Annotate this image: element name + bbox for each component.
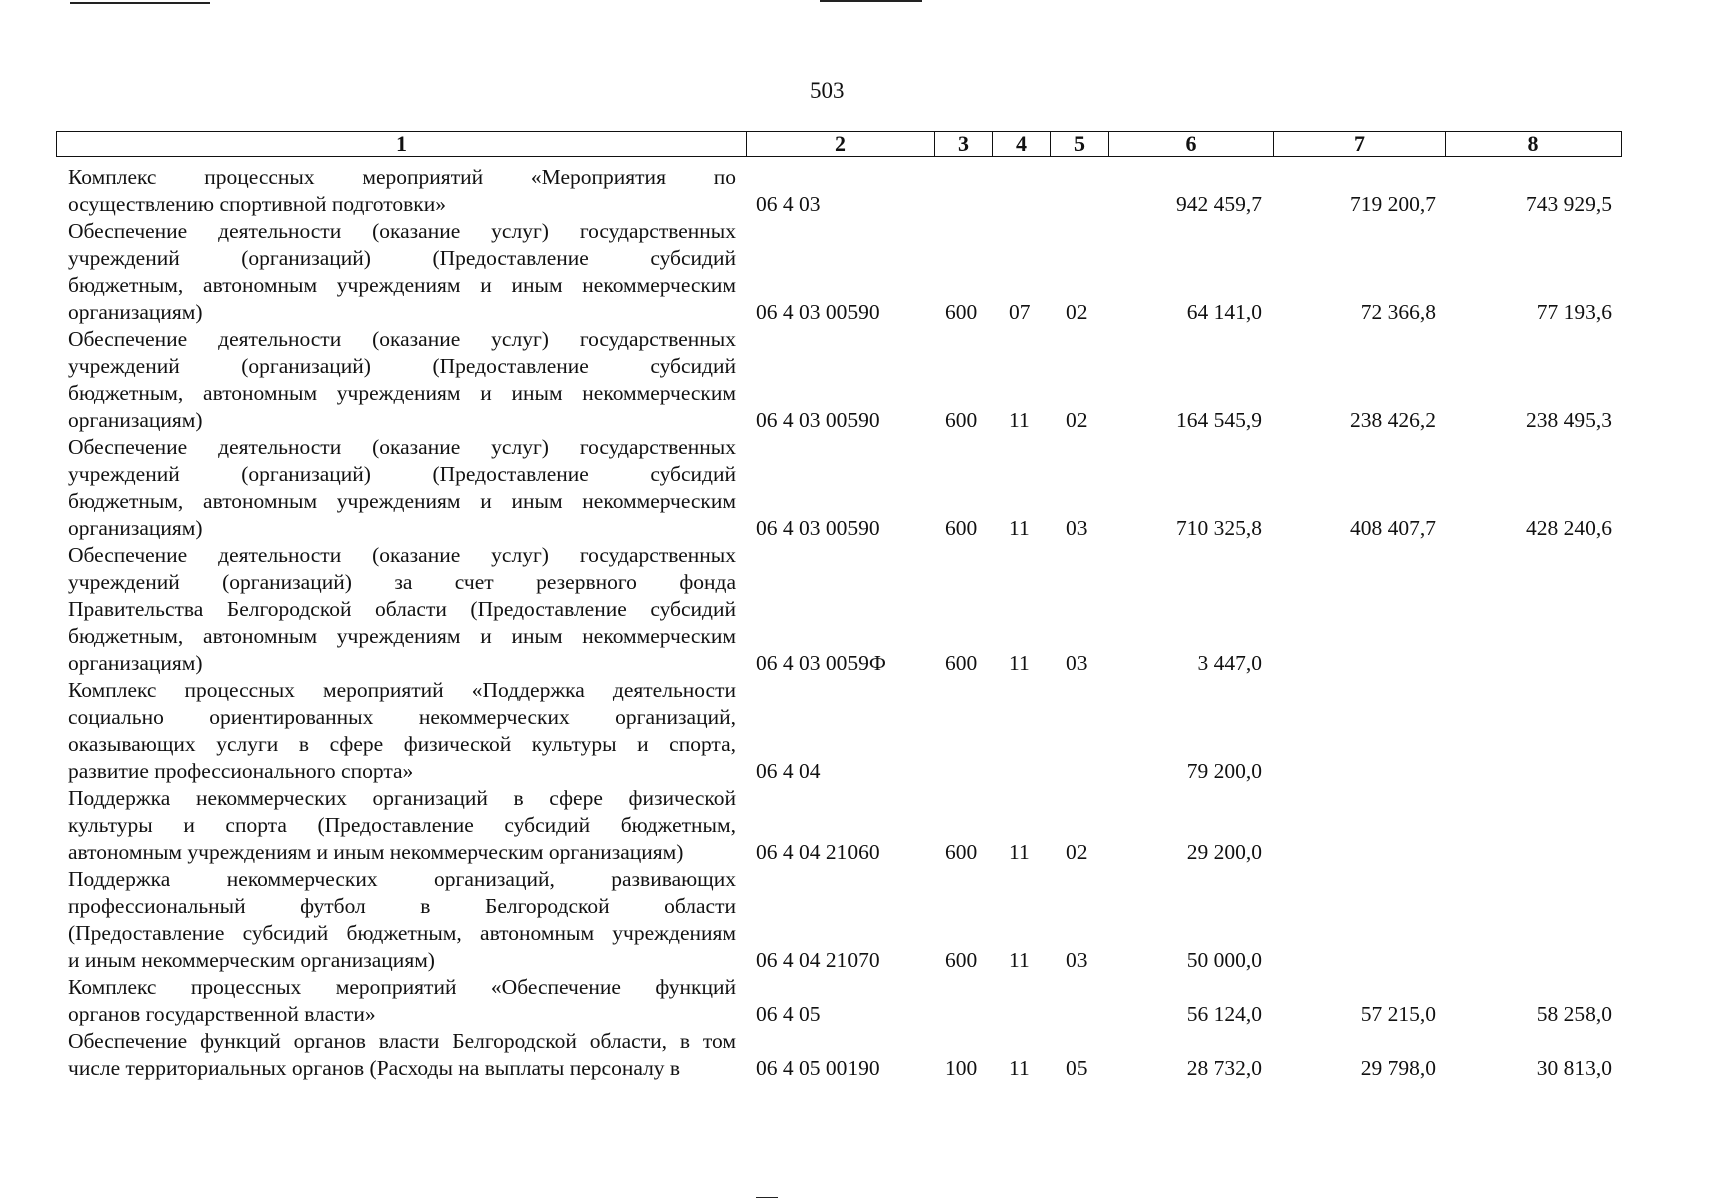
- description-line: Комплекс процессных мероприятий «Мероприятия по: [68, 165, 736, 189]
- description-line: бюджетным, автономным учреждениям и иным некоммерческим: [68, 273, 736, 297]
- description-line: Обеспечение деятельности (оказание услуг) государственных: [68, 219, 736, 243]
- description-line: Поддержка некоммерческих организаций в сфере физической: [68, 786, 736, 810]
- row-description: [68, 542, 736, 677]
- description-line: Обеспечение деятельности (оказание услуг) государственных: [68, 435, 736, 459]
- table-row: [0, 164, 1714, 218]
- top-left-rule: [70, 2, 210, 4]
- row-col-4: 11: [1009, 948, 1030, 972]
- row-col-7: 72 366,8: [1360, 300, 1436, 324]
- description-line: организациям): [68, 651, 203, 675]
- table-header: [56, 131, 1622, 157]
- description-line: учреждений (организаций) за счет резервного фонда: [68, 570, 736, 594]
- row-col-6: 64 141,0: [1186, 300, 1262, 324]
- row-col-7: 719 200,7: [1350, 192, 1436, 216]
- row-col-6: 942 459,7: [1176, 192, 1262, 216]
- row-col-8: 77 193,6: [1536, 300, 1612, 324]
- description-line: учреждений (организаций) (Предоставление субсидий: [68, 462, 736, 486]
- row-col-3: 600: [945, 651, 978, 675]
- description-line: бюджетным, автономным учреждениям и иным некоммерческим: [68, 381, 736, 405]
- row-col-7: 57 215,0: [1360, 1002, 1436, 1026]
- row-col-6: 50 000,0: [1186, 948, 1262, 972]
- table-row: [0, 1028, 1714, 1082]
- row-col-8: 238 495,3: [1526, 408, 1612, 432]
- row-code: 06 4 03 00590: [756, 300, 880, 324]
- row-col-5: 03: [1066, 516, 1088, 540]
- header-col-7: 7: [1274, 132, 1446, 156]
- header-col-4: 4: [993, 132, 1051, 156]
- description-line: числе территориальных органов (Расходы на выплаты персоналу в: [68, 1056, 681, 1080]
- row-code: 06 4 03: [756, 192, 821, 216]
- bottom-rule: [756, 1197, 778, 1198]
- description-line: Поддержка некоммерческих организаций, развивающих: [68, 867, 736, 891]
- table-row: [0, 542, 1714, 677]
- table-row: [0, 434, 1714, 542]
- row-col-8: 30 813,0: [1536, 1056, 1612, 1080]
- page-number: 503: [810, 78, 845, 103]
- row-col-8: 428 240,6: [1526, 516, 1612, 540]
- row-col-6: 164 545,9: [1176, 408, 1262, 432]
- description-line: автономным учреждениям и иным некоммерческим организациям): [68, 840, 684, 864]
- row-col-5: 03: [1066, 948, 1088, 972]
- row-col-7: 238 426,2: [1350, 408, 1436, 432]
- row-description: [68, 218, 736, 326]
- row-col-4: 11: [1009, 516, 1030, 540]
- header-col-8: 8: [1527, 131, 1539, 156]
- description-line: организациям): [68, 408, 203, 432]
- header-col-5: 5: [1051, 132, 1109, 156]
- header-col-2: 2: [747, 132, 935, 156]
- description-line: учреждений (организаций) (Предоставление субсидий: [68, 246, 736, 270]
- table-row: [0, 326, 1714, 434]
- description-line: развитие профессионального спорта»: [68, 759, 414, 783]
- header-col-3: 3: [935, 132, 993, 156]
- row-code: 06 4 03 0059Ф: [756, 651, 886, 675]
- row-description: [68, 974, 736, 1028]
- row-code: 06 4 04 21060: [756, 840, 880, 864]
- row-code: 06 4 03 00590: [756, 408, 880, 432]
- row-col-6: 3 447,0: [1197, 651, 1262, 675]
- row-description: [68, 785, 736, 866]
- row-col-4: 11: [1009, 408, 1030, 432]
- row-col-6: 56 124,0: [1186, 1002, 1262, 1026]
- row-col-3: 600: [945, 840, 978, 864]
- description-line: социально ориентированных некоммерческих организаций,: [68, 705, 736, 729]
- row-description: [68, 866, 736, 974]
- description-line: осуществлению спортивной подготовки»: [68, 192, 446, 216]
- row-description: [68, 326, 736, 434]
- description-line: организациям): [68, 300, 203, 324]
- table-row: [0, 785, 1714, 866]
- description-line: учреждений (организаций) (Предоставление субсидий: [68, 354, 736, 378]
- description-line: Обеспечение деятельности (оказание услуг) государственных: [68, 327, 736, 351]
- row-col-8: 58 258,0: [1536, 1002, 1612, 1026]
- description-line: Обеспечение функций органов власти Белгородской области, в том: [68, 1029, 736, 1053]
- row-col-5: 05: [1066, 1056, 1088, 1080]
- row-col-3: 600: [945, 300, 978, 324]
- table-row: [0, 218, 1714, 326]
- row-col-6: 79 200,0: [1186, 759, 1262, 783]
- row-col-6: 28 732,0: [1186, 1056, 1262, 1080]
- row-col-6: 710 325,8: [1176, 516, 1262, 540]
- description-line: бюджетным, автономным учреждениям и иным некоммерческим: [68, 624, 736, 648]
- description-line: (Предоставление субсидий бюджетным, автономным учреждениям: [68, 921, 736, 945]
- row-col-3: 600: [945, 516, 978, 540]
- row-col-5: 02: [1066, 408, 1088, 432]
- row-col-6: 29 200,0: [1186, 840, 1262, 864]
- row-col-5: 03: [1066, 651, 1088, 675]
- header-col-1: 1: [57, 132, 747, 156]
- row-code: 06 4 05 00190: [756, 1056, 880, 1080]
- row-col-5: 02: [1066, 300, 1088, 324]
- table-row: [0, 866, 1714, 974]
- row-col-3: 100: [945, 1056, 978, 1080]
- row-col-4: 11: [1009, 651, 1030, 675]
- row-col-7: 408 407,7: [1350, 516, 1436, 540]
- row-col-4: 11: [1009, 1056, 1030, 1080]
- description-line: профессиональный футбол в Белгородской области: [68, 894, 736, 918]
- description-line: Комплекс процессных мероприятий «Поддержка деятельности: [68, 678, 736, 702]
- description-line: бюджетным, автономным учреждениям и иным некоммерческим: [68, 489, 736, 513]
- row-code: 06 4 03 00590: [756, 516, 880, 540]
- description-line: органов государственной власти»: [68, 1002, 376, 1026]
- header-col-6: 6: [1109, 132, 1274, 156]
- top-center-rule: [820, 0, 922, 2]
- row-description: [68, 164, 736, 218]
- row-col-5: 02: [1066, 840, 1088, 864]
- row-description: [68, 434, 736, 542]
- row-col-3: 600: [945, 408, 978, 432]
- table-row: [0, 677, 1714, 785]
- row-col-4: 11: [1009, 840, 1030, 864]
- table-row: [0, 974, 1714, 1028]
- description-line: Обеспечение деятельности (оказание услуг) государственных: [68, 543, 736, 567]
- row-col-7: 29 798,0: [1360, 1056, 1436, 1080]
- description-line: Комплекс процессных мероприятий «Обеспечение функций: [68, 975, 736, 999]
- description-line: и иным некоммерческим организациям): [68, 948, 435, 972]
- row-code: 06 4 04 21070: [756, 948, 880, 972]
- row-code: 06 4 05: [756, 1002, 821, 1026]
- row-col-4: 07: [1009, 300, 1031, 324]
- row-col-3: 600: [945, 948, 978, 972]
- row-description: [68, 1028, 736, 1082]
- row-col-8: 743 929,5: [1526, 192, 1612, 216]
- row-description: [68, 677, 736, 785]
- description-line: оказывающих услуги в сфере физической культуры и спорта,: [68, 732, 736, 756]
- description-line: организациям): [68, 516, 203, 540]
- description-line: культуры и спорта (Предоставление субсидий бюджетным,: [68, 813, 736, 837]
- row-code: 06 4 04: [756, 759, 821, 783]
- description-line: Правительства Белгородской области (Предоставление субсидий: [68, 597, 736, 621]
